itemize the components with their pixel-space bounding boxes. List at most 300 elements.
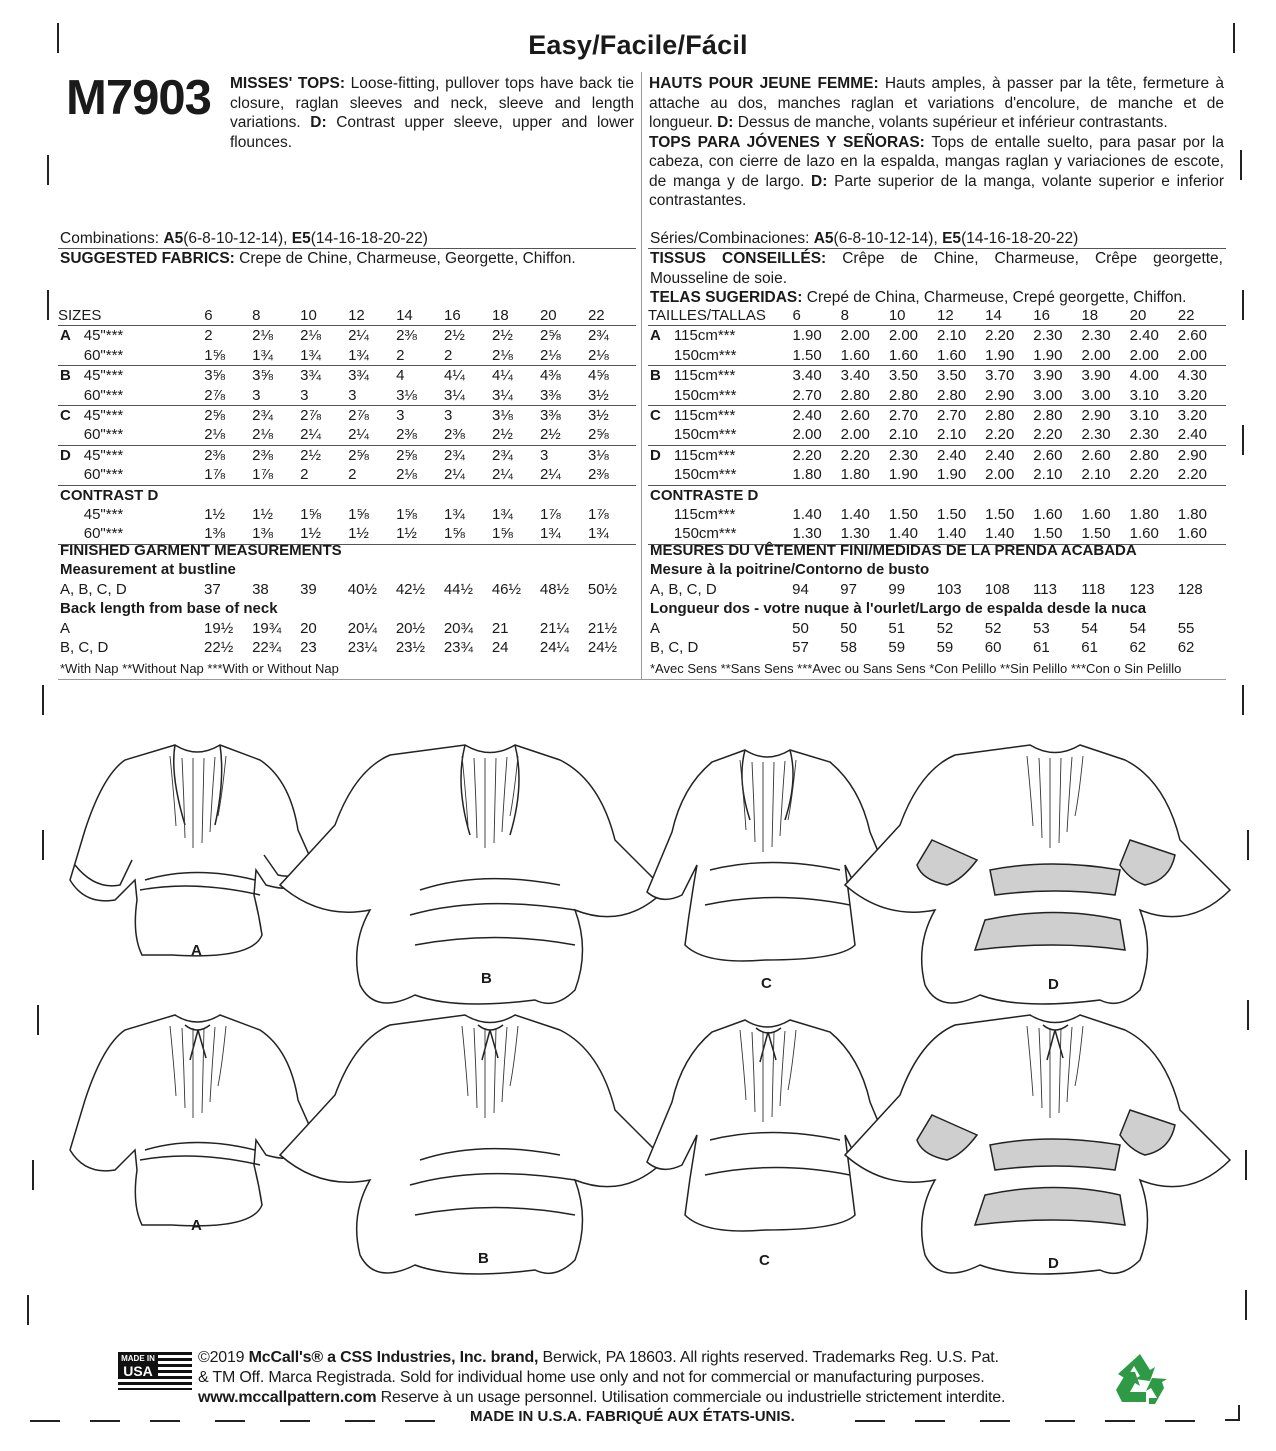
view-label-a-back: A: [191, 1217, 202, 1234]
yardage-value: 1.90: [792, 327, 822, 345]
table-row: [58, 485, 636, 505]
measurement-value: 22½: [204, 639, 234, 657]
view-label: B, C, D: [60, 639, 109, 657]
yardage-value: 2¾: [252, 407, 274, 425]
yardage-value: 3¼: [492, 386, 540, 406]
cut-mark: [1240, 150, 1242, 180]
yardage-value: 2.70: [888, 407, 919, 425]
section-title: MESURES DU VÊTEMENT FINI/MEDIDAS DE LA PRENDA ACABADA: [650, 542, 1137, 559]
yardage-value: 2.60: [1033, 446, 1063, 464]
yardage-value: 2.00: [793, 425, 841, 445]
measurement-value: 19¾: [252, 619, 282, 637]
view-letter: [58, 465, 84, 485]
yardage-value: 2⅛: [588, 346, 636, 366]
garment-illustrations: [0, 700, 1276, 1340]
yardage-value: 2⅛: [252, 327, 274, 345]
yardage-value: 1½: [204, 506, 226, 524]
yardage-value: 2¼: [300, 425, 348, 445]
measurement-value: 58: [840, 639, 857, 657]
yardage-value: 2.30: [1033, 327, 1063, 345]
measurement-value: 23: [300, 639, 317, 657]
yardage-value: 2.10: [1033, 465, 1081, 485]
measurement-value: 113: [1033, 580, 1057, 598]
yardage-value: 1.80: [1177, 506, 1207, 524]
table-row: [648, 406, 1226, 426]
fabric-width: 115cm***: [673, 367, 736, 385]
yardage-value: 2.10: [889, 425, 937, 445]
yardage-value: 2½: [444, 327, 465, 345]
measurement-value: 24½: [587, 639, 618, 657]
copyright-line-3: www.mccallpattern.com Reserve à un usage personnel. Utilisation commerciale ou industrielle strictement interdite.: [198, 1389, 1006, 1406]
measurement-value: 21½: [587, 619, 618, 637]
yardage-value: 1.60: [1033, 506, 1063, 524]
yardage-value: 2⅞: [204, 386, 252, 406]
cut-mark: [90, 1420, 120, 1422]
view-letter: B: [650, 367, 661, 385]
cut-mark: [1165, 1420, 1195, 1422]
yardage-value: 2⅜: [204, 446, 226, 464]
size-column-header: 22: [588, 306, 636, 326]
cut-mark: [30, 1420, 60, 1422]
yardage-value: 2⅝: [348, 446, 369, 464]
yardage-value: 2: [396, 346, 444, 366]
yardage-value: 1½: [300, 524, 348, 544]
table-row: [648, 346, 1226, 366]
table-row: [58, 425, 636, 445]
measurement-value: 62: [1177, 639, 1195, 657]
measurement-value: 97: [840, 580, 857, 598]
yardage-value: 3½: [588, 386, 636, 406]
view-letter: [648, 505, 674, 524]
yardage-value: 2.20: [792, 446, 822, 464]
yardage-value: 2¼: [348, 425, 396, 445]
yardage-value: 2⅝: [588, 425, 636, 445]
fabrics-fr: TISSUS CONSEILLÉS: Crêpe de Chine, Charmeuse, Crêpe georgette, Mousseline de soie.: [650, 250, 1223, 287]
yardage-value: 1.80: [841, 465, 889, 485]
yardage-value: 1¾: [540, 524, 588, 544]
view-letter: [58, 386, 84, 406]
yardage-value: 2⅛: [204, 425, 252, 445]
measurement-value: 21: [491, 619, 509, 637]
yardage-value: 3.40: [840, 367, 870, 385]
yardage-value: 4.00: [1129, 367, 1159, 385]
yardage-value: 2½: [300, 446, 321, 464]
yardage-value: 2¼: [540, 465, 588, 485]
view-label-b-front: B: [481, 970, 492, 987]
measurement-value: 61: [1081, 639, 1098, 657]
fabric-width: 150cm***: [674, 425, 793, 445]
measurement-value: 48½: [539, 580, 570, 598]
yardage-value: 2.10: [937, 425, 985, 445]
fabric-width: 60"***: [84, 425, 204, 445]
contrast-label: CONTRASTE D: [650, 486, 759, 504]
combinations-fr: Séries/Combinaciones: A5(6-8-10-12-14), E5(14-16-18-20-22): [650, 230, 1079, 247]
size-column-header: 22: [1178, 306, 1226, 326]
measurement-value: 55: [1177, 619, 1195, 637]
view-letter: [648, 386, 674, 406]
yardage-value: 4: [396, 367, 405, 385]
measurement-value: 61: [1033, 639, 1050, 657]
yardage-value: 1.60: [889, 346, 937, 366]
yardage-value: 1.90: [889, 465, 937, 485]
yardage-value: 1.60: [1178, 524, 1226, 544]
size-column-header: 8: [252, 306, 300, 326]
yardage-value: 1⅝: [204, 346, 252, 366]
yardage-value: 2.90: [1177, 446, 1207, 464]
view-label: A, B, C, D: [60, 580, 127, 598]
measurement-value: 50: [792, 619, 809, 637]
yardage-value: 2.40: [1178, 425, 1226, 445]
cut-mark: [280, 1420, 310, 1422]
size-column-header: 12: [937, 306, 985, 326]
yardage-value: 3.90: [1033, 367, 1063, 385]
view-letter: A: [650, 327, 661, 345]
yardage-value: 2.30: [1081, 327, 1111, 345]
yardage-value: 1.90: [985, 346, 1033, 366]
view-letter: [58, 425, 84, 445]
table-row: [58, 326, 636, 346]
yardage-value: 2⅜: [252, 446, 274, 464]
copyright-line-1: ©2019 McCall's® a CSS Industries, Inc. brand, Berwick, PA 18603. All rights reserved. Trademarks Reg. U.S. Pat.: [198, 1349, 999, 1366]
view-d-back: [845, 1015, 1230, 1274]
yardage-value: 2¾: [444, 446, 465, 464]
yardage-value: 3.20: [1178, 386, 1226, 406]
divider: [58, 679, 1226, 680]
yardage-value: 2.00: [888, 327, 919, 345]
table-row: [648, 366, 1226, 386]
yardage-value: 2.00: [1178, 346, 1226, 366]
yardage-value: 1⅞: [252, 465, 300, 485]
table-header-row: [58, 306, 636, 326]
yardage-value: 1.40: [889, 524, 937, 544]
yardage-value: 2.90: [1081, 407, 1111, 425]
made-in-usa-text: MADE IN U.S.A. FABRIQUÉ AUX ÉTATS-UNIS.: [470, 1408, 795, 1425]
measurement-value: 99: [888, 580, 906, 598]
measurement-value: 128: [1177, 580, 1203, 598]
yardage-value: 2.80: [841, 386, 889, 406]
yardage-value: 3¾: [300, 367, 321, 385]
yardage-value: 2⅝: [396, 446, 417, 464]
view-label-b-back: B: [478, 1250, 489, 1267]
yardage-value: 1.90: [937, 465, 985, 485]
view-label: A: [60, 619, 71, 637]
yardage-value: 3.20: [1177, 407, 1207, 425]
fabric-width: 60"***: [84, 524, 204, 544]
description-fr-es: HAUTS POUR JEUNE FEMME: Hauts amples, à passer par la tête, fermeture à attache au dos, manches raglan et variations d'encolure, de manche et de longueur. D: Dessus de manche, volants supérieur et inférieur contrastants. TOPS PARA JÓVENES Y SEÑORAS: Tops de entalle suelto, para pasar por la cabeza, con cierre de lazo en la espalda, mangas raglan y variaciones de escote, de manga y de largo. D: Parte superior de la manga, volante superior e inferior contrastantes.: [649, 75, 1225, 209]
yardage-value: 1.50: [985, 506, 1015, 524]
yardage-value: 3¾: [348, 367, 369, 385]
view-label-c-front: C: [761, 975, 772, 992]
table-row: [648, 560, 1226, 579]
yardage-value: 2: [204, 327, 213, 345]
measurement-value: 40½: [347, 580, 377, 598]
view-letter: [648, 465, 674, 485]
yardage-value: 1⅞: [539, 506, 561, 524]
yardage-value: 2.90: [985, 386, 1033, 406]
measurement-value: 24: [491, 639, 509, 657]
view-letter: B: [60, 367, 71, 385]
measurement-value: 39: [300, 580, 317, 598]
view-a-back: [70, 1015, 318, 1226]
view-a-front: [70, 745, 318, 956]
yardage-value: 3.00: [1081, 386, 1129, 406]
yardage-value: 1.60: [1081, 506, 1111, 524]
fabric-width: 150cm***: [674, 386, 793, 406]
contrast-label: CONTRAST D: [60, 486, 159, 504]
yardage-value: 3.50: [936, 367, 967, 385]
yardage-value: 3: [348, 386, 396, 406]
yardage-value: 2.70: [793, 386, 841, 406]
yardage-value: 4¼: [444, 367, 465, 385]
yardage-value: 2⅛: [300, 327, 321, 345]
table-row: [648, 541, 1226, 560]
yardage-value: 2¾: [587, 327, 609, 345]
page-title: Easy/Facile/Fácil: [528, 30, 748, 60]
size-column-header: 18: [1081, 306, 1129, 326]
size-column-header: 20: [540, 306, 588, 326]
table-row: [58, 465, 636, 485]
measurement-value: 52: [936, 619, 954, 637]
yardage-value: 2½: [540, 425, 588, 445]
fabric-width: 45"***: [83, 367, 124, 385]
footnote-fr: *Avec Sens **Sans Sens ***Avec ou Sans Sens *Con Pelillo **Sin Pelillo ***Con o Sin Pelillo: [650, 661, 1182, 676]
table-row: [648, 485, 1226, 505]
yardage-value: 3.40: [792, 367, 822, 385]
cut-mark: [1242, 290, 1244, 320]
yardage-value: 1½: [396, 524, 444, 544]
yardage-value: 2.20: [1130, 465, 1178, 485]
yardage-value: 3.50: [888, 367, 919, 385]
fabric-width: 115cm***: [673, 407, 736, 425]
yardage-value: 2: [300, 465, 348, 485]
yardage-value: 2.00: [985, 465, 1033, 485]
cut-mark: [345, 1420, 375, 1422]
yardage-value: 2¼: [492, 465, 540, 485]
yardage-value: 2.20: [840, 446, 870, 464]
fabrics-en: SUGGESTED FABRICS: Crepe de Chine, Charmeuse, Georgette, Chiffon.: [60, 250, 576, 267]
size-column-header: 8: [841, 306, 889, 326]
yardage-value: 2½: [492, 327, 513, 345]
size-header: TAILLES/TALLAS: [648, 306, 793, 326]
table-row: [58, 599, 636, 618]
yardage-value: 2.80: [937, 386, 985, 406]
cut-mark: [1045, 1420, 1075, 1422]
fabric-width: 45"***: [83, 446, 124, 464]
yardage-value: 1½: [348, 524, 396, 544]
yardage-value: 1.30: [841, 524, 889, 544]
yardage-value: 2⅛: [540, 346, 588, 366]
size-column-header: 16: [444, 306, 492, 326]
measurement-value: 50½: [587, 580, 618, 598]
yardage-value: 3⅜: [539, 407, 561, 425]
yardage-value: 1⅝: [444, 524, 492, 544]
cut-mark: [915, 1420, 945, 1422]
fabric-width: 150cm***: [674, 465, 793, 485]
yardage-value: 2.30: [1081, 425, 1129, 445]
fabric-width: 60"***: [84, 386, 204, 406]
yardage-value: 1⅝: [348, 506, 369, 524]
view-b-back: [280, 1015, 665, 1274]
yardage-value: 3⅛: [396, 386, 444, 406]
measurement-value: 57: [792, 639, 809, 657]
table-row: [58, 580, 636, 599]
yardage-value: 1.40: [985, 524, 1033, 544]
yardage-value: 2⅝: [204, 407, 226, 425]
measurement-value: 51: [888, 619, 906, 637]
view-letter: [58, 505, 84, 524]
yardage-value: 2.80: [1129, 446, 1159, 464]
yardage-value: 1¾: [492, 506, 513, 524]
table-row: [58, 366, 636, 386]
yardage-value: 2.10: [936, 327, 967, 345]
yardage-value: 3.10: [1129, 407, 1159, 425]
measurement-value: 22¾: [252, 639, 282, 657]
fabric-width: 60"***: [84, 346, 204, 366]
yardage-value: 3⅜: [540, 386, 588, 406]
measurement-value: 108: [984, 580, 1010, 598]
fabric-width: 45"***: [83, 327, 124, 345]
yardage-value: 2.00: [840, 327, 870, 345]
yardage-value: 1.40: [937, 524, 985, 544]
yardage-value: 2.80: [1033, 407, 1063, 425]
yardage-value: 1¾: [588, 524, 636, 544]
view-letter: D: [650, 446, 661, 464]
measurement-value: 123: [1129, 580, 1155, 598]
back-length-label: Back length from base of neck: [60, 600, 278, 618]
yardage-value: 2.30: [1130, 425, 1178, 445]
yardage-value: 1¾: [300, 346, 348, 366]
yardage-value: 2⅜: [588, 465, 636, 485]
fabric-width: 45"***: [83, 407, 124, 425]
yardage-value: 1.50: [793, 346, 841, 366]
yardage-value: 2⅛: [252, 425, 300, 445]
yardage-table-en: [58, 306, 636, 545]
yardage-value: 3.00: [1033, 386, 1081, 406]
measurement-value: 20¼: [347, 619, 377, 637]
yardage-value: 2⅛: [492, 346, 540, 366]
column-divider: [641, 72, 642, 680]
yardage-value: 1.60: [1130, 524, 1178, 544]
yardage-value: 1.40: [840, 506, 870, 524]
size-column-header: 14: [985, 306, 1033, 326]
yardage-value: 2.60: [1081, 446, 1111, 464]
measurement-value: 20¾: [443, 619, 474, 637]
yardage-value: 1.50: [1033, 524, 1081, 544]
measurement-value: 62: [1129, 639, 1147, 657]
size-column-header: 12: [348, 306, 396, 326]
section-title: FINISHED GARMENT MEASUREMENTS: [60, 542, 342, 559]
view-letter: [648, 346, 674, 366]
finished-measurements-en: [58, 541, 636, 657]
website-link[interactable]: www.mccallpattern.com: [198, 1389, 377, 1406]
view-label-c-back: C: [759, 1252, 770, 1269]
measurement-value: 50: [840, 619, 857, 637]
fabric-width: 115cm***: [673, 446, 736, 464]
yardage-value: 2.20: [985, 327, 1015, 345]
measurement-value: 20½: [395, 619, 426, 637]
table-row: [58, 638, 636, 657]
table-row: [648, 580, 1226, 599]
yardage-value: 3⅝: [204, 367, 226, 385]
footnote-en: *With Nap **Without Nap ***With or Without Nap: [60, 661, 339, 676]
cut-mark: [980, 1420, 1010, 1422]
fabrics-es: TELAS SUGERIDAS: Crepé de China, Charmeuse, Crepé georgette, Chiffon.: [650, 289, 1187, 306]
measurement-value: 23¾: [443, 639, 474, 657]
yardage-value: 2¾: [492, 446, 513, 464]
view-label: B, C, D: [650, 639, 699, 657]
yardage-value: 2⅜: [444, 425, 492, 445]
pattern-number: M7903: [66, 71, 211, 125]
measurement-value: 54: [1129, 619, 1147, 637]
measurement-value: 38: [252, 580, 269, 598]
view-label-a-front: A: [191, 942, 202, 959]
size-column-header: 10: [300, 306, 348, 326]
yardage-value: 1.90: [1033, 346, 1081, 366]
yardage-value: 1⅞: [587, 506, 609, 524]
size-header: SIZES: [58, 306, 204, 326]
yardage-value: 3½: [587, 407, 609, 425]
yardage-value: 2.70: [936, 407, 967, 425]
yardage-value: 2.60: [840, 407, 870, 425]
yardage-value: 2.40: [1129, 327, 1159, 345]
table-row: [648, 465, 1226, 485]
bust-label: Measurement at bustline: [60, 561, 236, 579]
measurement-value: 23½: [395, 639, 426, 657]
size-column-header: 18: [492, 306, 540, 326]
table-row: [648, 599, 1226, 618]
yardage-value: 1.60: [937, 346, 985, 366]
table-row: [58, 560, 636, 579]
yardage-value: 2.10: [1081, 465, 1129, 485]
yardage-value: 2.80: [889, 386, 937, 406]
copyright-line-2: & TM Off. Marca Registrada. Sold for individual home use only and not for commercial or manufacturing purposes.: [198, 1369, 985, 1386]
yardage-value: 1⅝: [300, 506, 321, 524]
measurement-value: 24¼: [539, 639, 570, 657]
recycle-icon: [1112, 1352, 1168, 1404]
table-row: [58, 445, 636, 465]
measurement-value: 19½: [204, 619, 234, 637]
yardage-value: 3: [252, 386, 300, 406]
yardage-value: 2.20: [1178, 465, 1226, 485]
fabric-width: 115cm***: [673, 327, 736, 345]
yardage-value: 1.50: [1081, 524, 1129, 544]
view-label-d-front: D: [1048, 976, 1059, 993]
size-column-header: 10: [889, 306, 937, 326]
view-letter: [58, 346, 84, 366]
measurement-value: 60: [984, 639, 1002, 657]
yardage-value: 2⅛: [396, 465, 444, 485]
fabric-width: 150cm***: [674, 346, 793, 366]
yardage-value: 2⅜: [396, 425, 444, 445]
yardage-value: 1½: [252, 506, 274, 524]
size-column-header: 14: [396, 306, 444, 326]
view-label: A, B, C, D: [650, 580, 717, 598]
yardage-value: 2.30: [888, 446, 919, 464]
measurement-value: 23¼: [347, 639, 377, 657]
view-letter: [648, 425, 674, 445]
yardage-value: 2.60: [1177, 327, 1207, 345]
yardage-value: 1.60: [841, 346, 889, 366]
table-row: [58, 346, 636, 366]
yardage-value: 3: [444, 407, 453, 425]
finished-measurements-fr: [648, 541, 1226, 657]
yardage-value: 1⅞: [204, 465, 252, 485]
yardage-value: 1.40: [792, 506, 822, 524]
measurement-value: 42½: [395, 580, 426, 598]
yardage-value: 2¼: [348, 327, 369, 345]
yardage-value: 3.70: [985, 367, 1015, 385]
yardage-value: 2¼: [444, 465, 492, 485]
